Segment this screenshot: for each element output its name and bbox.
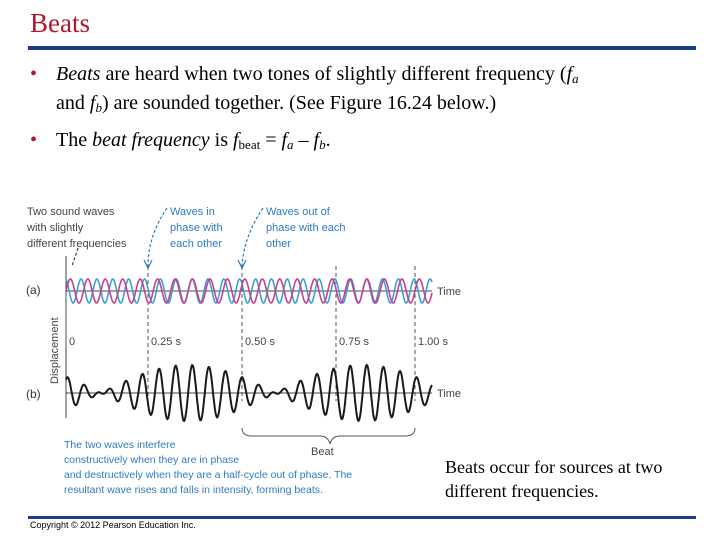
panel-a-label: (a)	[26, 283, 41, 297]
label-out-phase-line2: phase with each	[266, 222, 346, 234]
symbol-fb: f	[313, 129, 320, 151]
symbol-fb: f	[89, 92, 96, 114]
interfere-line2: constructively when they are in phase	[64, 454, 240, 466]
tick-label-0p50: 0.50 s	[245, 336, 275, 348]
arrow-out-phase	[242, 208, 263, 266]
arrow-two-waves	[72, 248, 78, 266]
label-out-phase-line3: other	[266, 238, 292, 250]
panel-b-label: (b)	[26, 387, 41, 401]
slide-title: Beats	[30, 8, 90, 38]
bullet2-text-is: is	[209, 129, 233, 151]
tick-label-0: 0	[69, 336, 76, 348]
bullet-text	[56, 62, 696, 120]
bullet-text	[56, 128, 696, 157]
beats-figure	[20, 196, 480, 504]
title-divider	[28, 46, 696, 50]
time-label-a: Time	[437, 286, 462, 298]
label-two-waves-line3: different frequencies	[27, 238, 127, 250]
footer-divider	[28, 516, 696, 519]
symbol-fb-sub: b	[319, 137, 326, 152]
symbol-fa: f	[281, 129, 288, 151]
symbol-beat-sub: beat	[238, 137, 261, 152]
symbol-f: f	[232, 129, 239, 151]
symbol-fb-sub: b	[95, 100, 102, 115]
bullet1-text-mid: are heard when two tones of slightly different frequency (	[100, 63, 567, 85]
label-in-phase-line2: phase with	[170, 222, 223, 234]
label-two-waves-line1: Two sound waves	[27, 206, 115, 218]
beat-label: Beat	[311, 446, 334, 458]
term-beats: Beats	[56, 63, 101, 85]
interfere-line1: The two waves interfere	[64, 439, 176, 451]
bullet1-text-and: and	[56, 92, 90, 114]
figure-caption: Beats occur for sources at two different frequencies.	[445, 457, 663, 501]
tick-label-0p75: 0.75 s	[339, 336, 369, 348]
minus-sign: –	[293, 129, 314, 151]
tick-label-1p00: 1.00 s	[418, 336, 448, 348]
arrow-in-phase	[148, 208, 167, 266]
beat-bracket	[242, 428, 415, 444]
interfere-line4: resultant wave rises and falls in intensity, forming beats.	[64, 484, 323, 496]
term-beat-frequency: beat frequency	[92, 129, 210, 151]
bullet2-text-pre: The	[56, 129, 93, 151]
label-in-phase-line1: Waves in	[170, 206, 215, 218]
symbol-fa: f	[566, 63, 573, 85]
time-label-b: Time	[437, 388, 462, 400]
tick-label-0p25: 0.25 s	[151, 336, 181, 348]
bullet-marker: •	[30, 63, 38, 85]
label-two-waves-line2: with slightly	[27, 222, 84, 234]
period: .	[325, 129, 331, 151]
bullet-marker: •	[30, 129, 38, 151]
symbol-fa-sub: a	[572, 71, 579, 86]
bullet1-text-post: ) are sounded together. (See Figure 16.24 below.)	[101, 92, 497, 114]
label-in-phase-line3: each other	[170, 238, 222, 250]
interfere-line3: and destructively when they are a half-cycle out of phase. The	[64, 469, 353, 481]
label-out-phase-line1: Waves out of	[266, 206, 330, 218]
y-axis-label: Displacement	[49, 317, 61, 384]
equals-sign: =	[260, 129, 282, 151]
copyright-notice: Copyright © 2012 Pearson Education Inc.	[30, 520, 196, 530]
symbol-fa-sub: a	[287, 137, 294, 152]
